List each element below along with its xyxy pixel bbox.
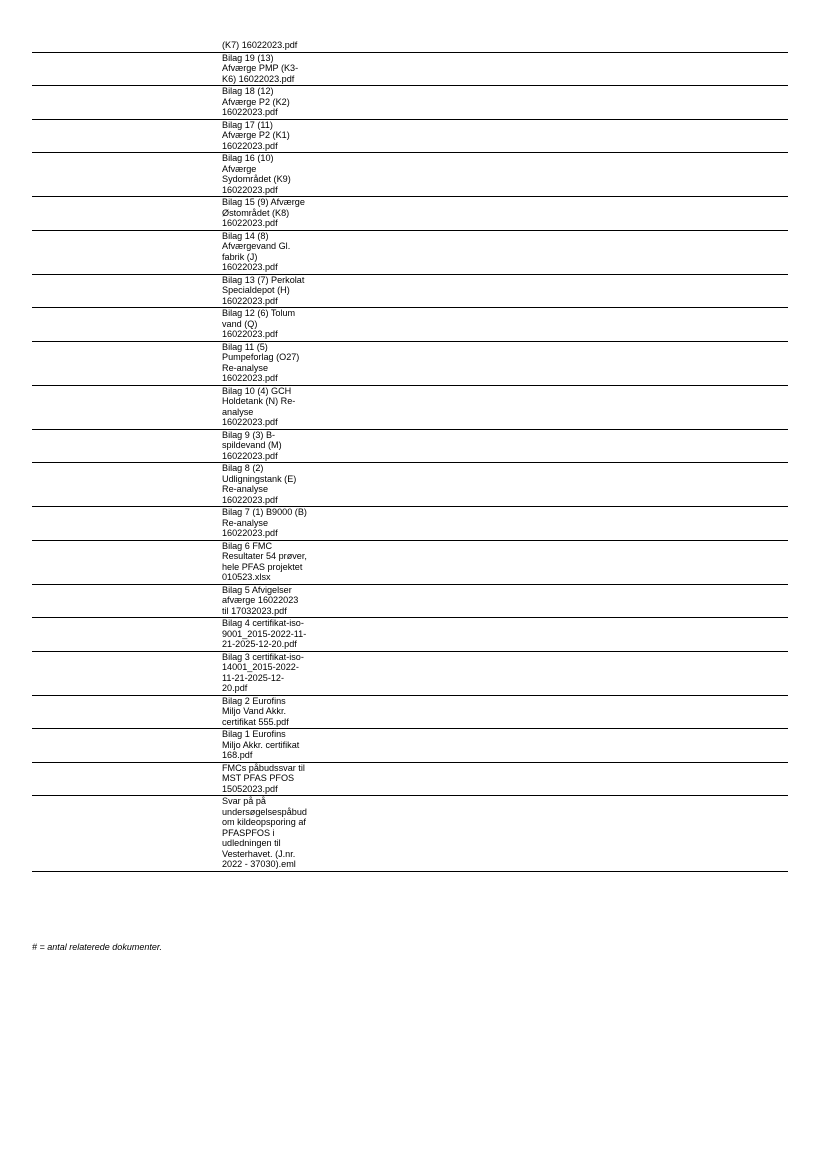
table-row [32, 585, 788, 619]
table-row [32, 729, 788, 763]
table-row [32, 153, 788, 197]
table-row [32, 120, 788, 154]
document-name[interactable]: Bilag 1 Eurofins Miljo Akkr. certifikat 168.pdf [222, 729, 300, 760]
table-row [32, 430, 788, 464]
table-row [32, 40, 788, 53]
document-name[interactable]: Bilag 2 Eurofins Miljo Vand Akkr. certifikat 555.pdf [222, 695, 289, 727]
document-name[interactable]: Bilag 5 Afvigelser afværge 16022023 til 17032023.pdf [222, 584, 299, 616]
table-row [32, 507, 788, 541]
table-row [32, 53, 788, 87]
document-name[interactable]: Bilag 19 (13) Afværge PMP (K3- K6) 16022023.pdf [222, 52, 299, 84]
table-row [32, 652, 788, 696]
document-name[interactable]: (K7) 16022023.pdf [222, 40, 298, 50]
table-row [32, 541, 788, 585]
document-name[interactable]: Bilag 16 (10) Afværge Sydområdet (K9) 16022023.pdf [222, 153, 291, 195]
table-row [32, 763, 788, 797]
table-row [32, 463, 788, 507]
footnote: # = antal relaterede dokumenter. [32, 942, 162, 952]
table-row [32, 197, 788, 231]
document-name[interactable]: Bilag 18 (12) Afværge P2 (K2) 16022023.pdf [222, 86, 290, 117]
table-row [32, 796, 788, 872]
table-row [32, 308, 788, 342]
document-name[interactable]: Bilag 13 (7) Perkolat Specialdepot (H) 16022023.pdf [222, 274, 305, 306]
document-name[interactable]: Bilag 15 (9) Afværge Østområdet (K8) 16022023.pdf [222, 197, 305, 228]
table-row [32, 386, 788, 430]
document-name[interactable]: Bilag 7 (1) B9000 (B) Re-analyse 16022023.pdf [222, 507, 307, 538]
document-name[interactable]: Bilag 11 (5) Pumpeforlag (O27) Re-analyse 16022023.pdf [222, 341, 300, 383]
table-row [32, 696, 788, 730]
table-row [32, 231, 788, 275]
table-row [32, 342, 788, 386]
document-name[interactable]: Bilag 14 (8) Afværgevand Gl. fabrik (J) 16022023.pdf [222, 230, 291, 272]
document-name[interactable]: Svar på på undersøgelsespåbud om kildeopsporing af PFASPFOS i udledningen til Vesterhavet. (J.nr. 2022 - 37030).eml [222, 796, 307, 869]
related-documents-table [32, 40, 788, 872]
document-name[interactable]: Bilag 12 (6) Tolum vand (Q) 16022023.pdf [222, 308, 296, 339]
document-name[interactable]: Bilag 6 FMC Resultater 54 prøver, hele PFAS projektet 010523.xlsx [222, 540, 307, 582]
document-name[interactable]: Bilag 8 (2) Udligningstank (E) Re-analyse 16022023.pdf [222, 463, 297, 505]
document-name[interactable]: Bilag 4 certifikat-iso- 9001_2015-2022-11- 21-2025-12-20.pdf [222, 618, 307, 649]
table-row [32, 618, 788, 652]
table-row [32, 275, 788, 309]
document-name[interactable]: Bilag 3 certifikat-iso- 14001_2015-2022- 11-21-2025-12- 20.pdf [222, 651, 304, 693]
document-name[interactable]: FMCs påbudssvar til MST PFAS PFOS 15052023.pdf [222, 762, 305, 794]
document-name[interactable]: Bilag 9 (3) B- spildevand (M) 16022023.pdf [222, 429, 282, 461]
document-name[interactable]: Bilag 10 (4) GCH Holdetank (N) Re- analyse 16022023.pdf [222, 385, 296, 427]
table-row [32, 86, 788, 120]
document-name[interactable]: Bilag 17 (11) Afværge P2 (K1) 16022023.pdf [222, 119, 290, 151]
